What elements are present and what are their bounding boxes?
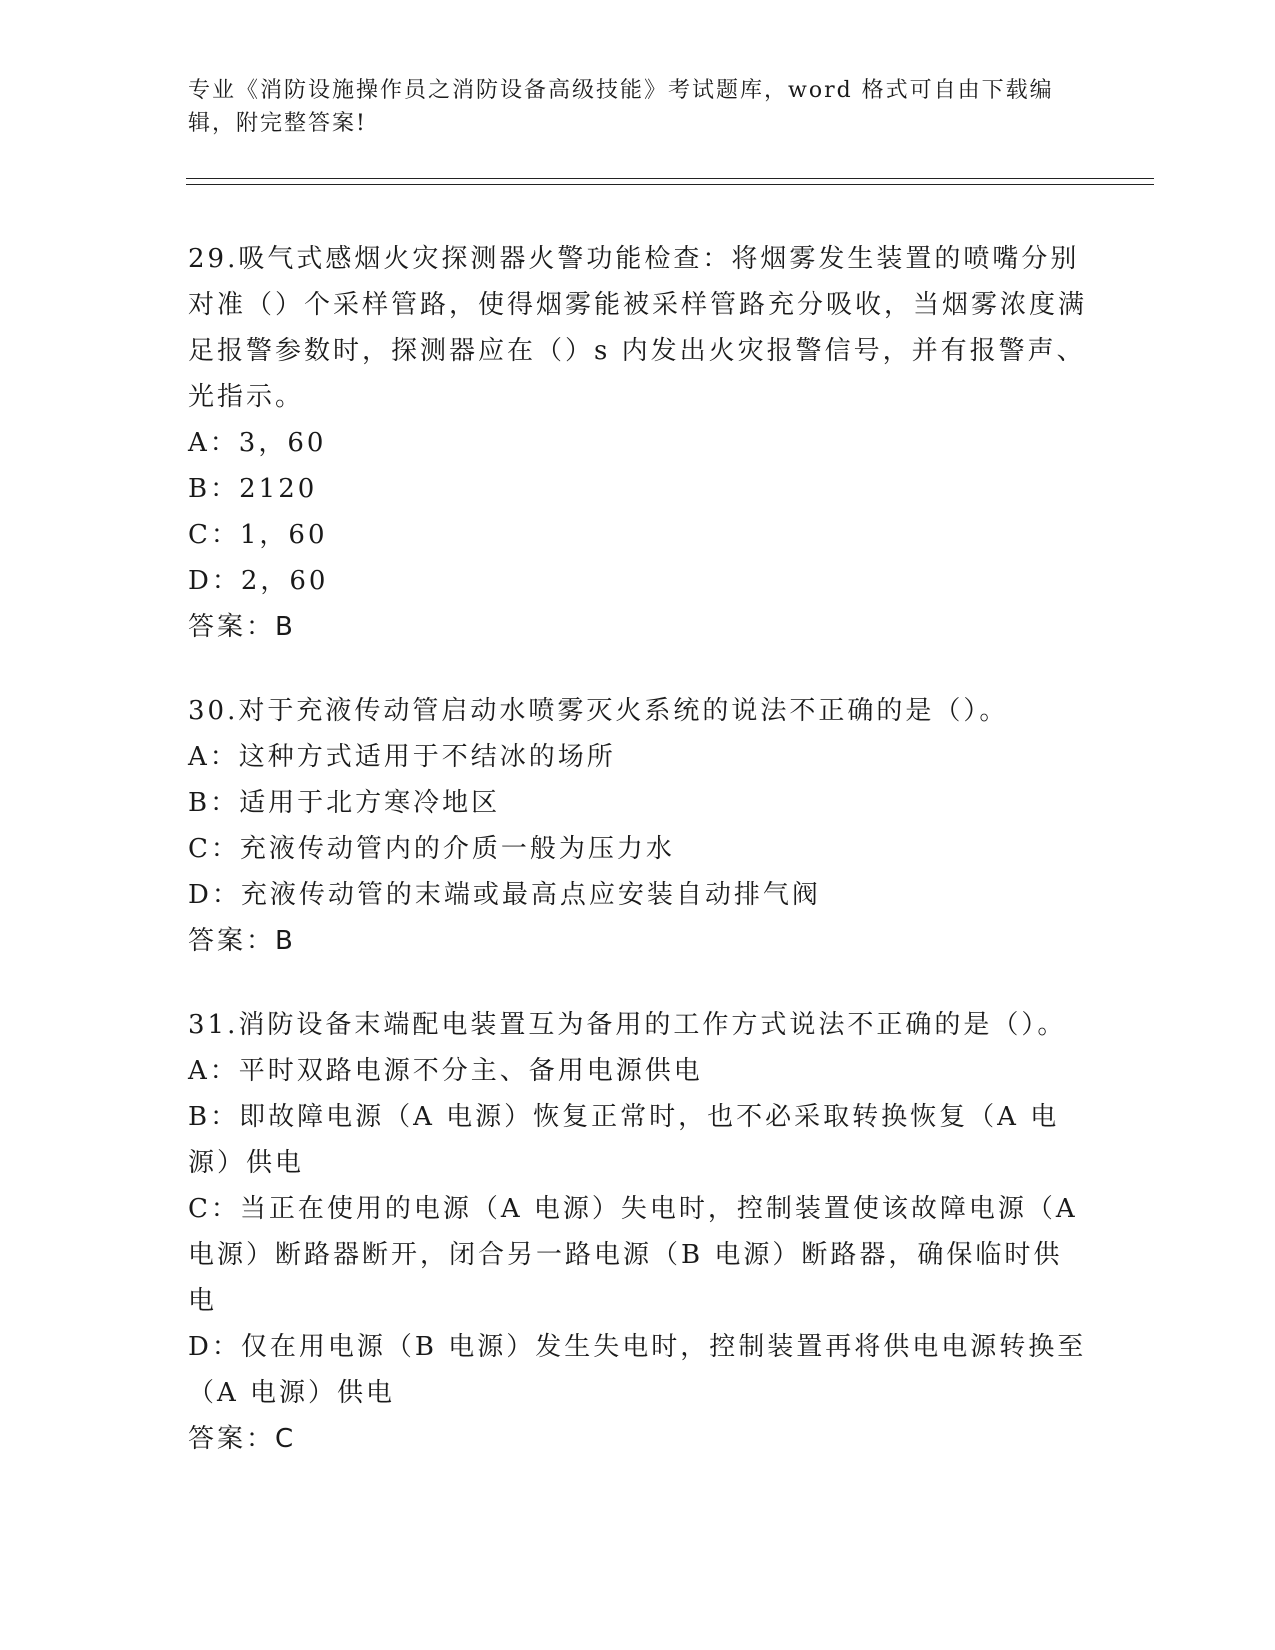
question-list — [188, 236, 1088, 1500]
option-b: B：2120 — [188, 474, 318, 504]
answer-value: B — [275, 926, 294, 956]
option-b: B：适用于北方寒冷地区 — [188, 788, 501, 818]
answer-label: 答案： — [188, 612, 276, 642]
option-d: D：充液传动管的末端或最高点应安装自动排气阀 — [188, 880, 821, 910]
question-stem: 31.消防设备末端配电装置互为备用的工作方式说法不正确的是（）。 — [188, 1010, 1067, 1040]
question-stem: 30.对于充液传动管启动水喷雾灭火系统的说法不正确的是（）。 — [188, 696, 1009, 726]
question-30 — [188, 688, 1088, 964]
answer-line — [188, 918, 1088, 964]
option-c: C：当正在使用的电源（A 电源）失电时，控制装置使该故障电源（A 电源）断路器断开，闭合另一路电源（B 电源）断路器，确保临时供电 — [188, 1194, 1078, 1316]
answer-label: 答案： — [188, 926, 276, 956]
header-divider-bottom — [186, 184, 1154, 185]
option-d: D：仅在用电源（B 电源）发生失电时，控制装置再将供电电源转换至（A 电源）供电 — [188, 1332, 1087, 1408]
option-a: A：这种方式适用于不结冰的场所 — [188, 742, 616, 772]
option-b: B：即故障电源（A 电源）恢复正常时，也不必采取转换恢复（A 电源）供电 — [188, 1102, 1060, 1178]
answer-line — [188, 604, 1088, 650]
question-stem: 29.吸气式感烟火灾探测器火警功能检查：将烟雾发生装置的喷嘴分别对准（）个采样管路，使得烟雾能被采样管路充分吸收，当烟雾浓度满足报警参数时，探测器应在（）s 内发出火灾报警信号，并有报警声、光指示。 — [188, 244, 1088, 412]
option-a: A：平时双路电源不分主、备用电源供电 — [188, 1056, 703, 1086]
option-c: C：充液传动管内的介质一般为压力水 — [188, 834, 675, 864]
option-d: D：2，60 — [188, 566, 329, 596]
answer-value: B — [275, 612, 294, 642]
option-a: A：3，60 — [188, 428, 327, 458]
header-title: 专业《消防设施操作员之消防设备高级技能》考试题库，word 格式可自由下载编辑，附完整答案! — [188, 78, 1054, 136]
document-header — [188, 74, 1068, 140]
option-c: C：1，60 — [188, 520, 328, 550]
question-29 — [188, 236, 1088, 650]
answer-value: C — [275, 1424, 295, 1454]
answer-line — [188, 1416, 1088, 1462]
answer-label: 答案： — [188, 1424, 276, 1454]
question-31 — [188, 1002, 1088, 1462]
header-divider-top — [186, 178, 1154, 179]
